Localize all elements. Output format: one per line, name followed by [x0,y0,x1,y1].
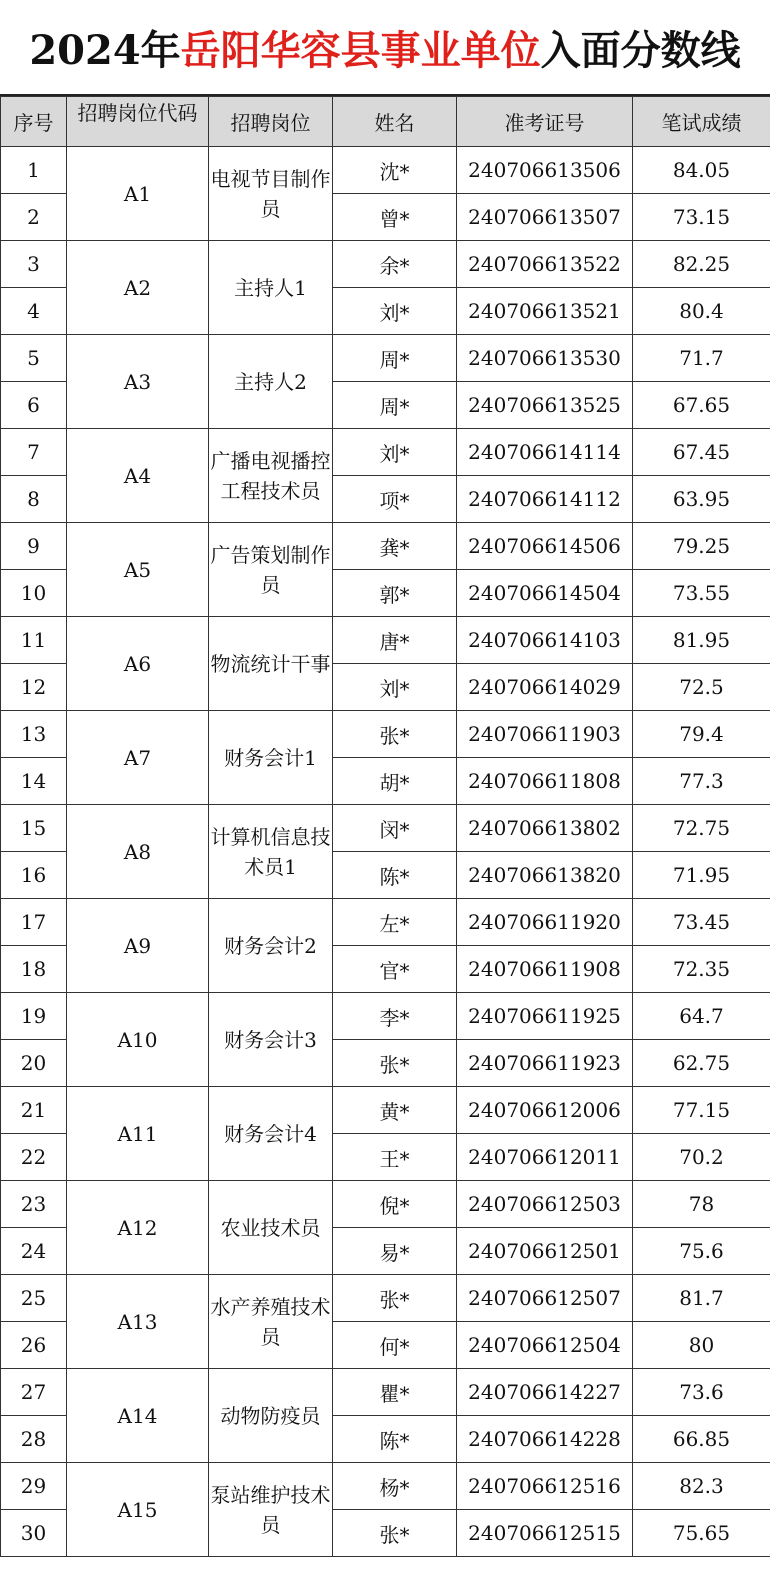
exam-number-cell: 240706612507 [457,1275,633,1322]
score-cell: 73.6 [633,1369,770,1416]
position-code-cell: A2 [67,241,209,335]
exam-number-cell: 240706613522 [457,241,633,288]
table-row [1,899,770,946]
exam-number-cell: 240706611920 [457,899,633,946]
seq-cell: 19 [1,993,67,1040]
seq-cell: 24 [1,1228,67,1275]
exam-number-cell: 240706611808 [457,758,633,805]
exam-number-cell: 240706613802 [457,805,633,852]
position-code-cell: A4 [67,429,209,523]
seq-cell: 25 [1,1275,67,1322]
position-code-cell: A9 [67,899,209,993]
position-cell: 财务会计3 [209,993,333,1087]
exam-number-cell: 240706613506 [457,147,633,194]
position-code-cell: A15 [67,1463,209,1557]
exam-number-cell: 240706611925 [457,993,633,1040]
score-cell: 81.95 [633,617,770,664]
seq-cell: 30 [1,1510,67,1557]
score-cell: 72.75 [633,805,770,852]
header-seq: 序号 [1,97,67,147]
seq-cell: 20 [1,1040,67,1087]
position-cell: 泵站维护技术员 [209,1463,333,1557]
score-cell: 84.05 [633,147,770,194]
seq-cell: 1 [1,147,67,194]
score-cell: 71.7 [633,335,770,382]
name-cell: 何* [333,1322,457,1369]
seq-cell: 13 [1,711,67,758]
name-cell: 沈* [333,147,457,194]
seq-cell: 2 [1,194,67,241]
table-row [1,147,770,194]
seq-cell: 11 [1,617,67,664]
score-cell: 73.55 [633,570,770,617]
table-body [1,147,770,1557]
score-cell: 66.85 [633,1416,770,1463]
header-position: 招聘岗位 [209,97,333,147]
name-cell: 曾* [333,194,457,241]
table-row [1,993,770,1040]
score-cell: 80.4 [633,288,770,335]
name-cell: 龚* [333,523,457,570]
position-cell: 电视节目制作员 [209,147,333,241]
score-cell: 75.6 [633,1228,770,1275]
score-cell: 72.5 [633,664,770,711]
name-cell: 刘* [333,288,457,335]
table-row [1,1369,770,1416]
name-cell: 胡* [333,758,457,805]
position-cell: 农业技术员 [209,1181,333,1275]
position-cell: 水产养殖技术员 [209,1275,333,1369]
score-cell: 79.4 [633,711,770,758]
seq-cell: 12 [1,664,67,711]
score-cell: 62.75 [633,1040,770,1087]
seq-cell: 9 [1,523,67,570]
seq-cell: 14 [1,758,67,805]
name-cell: 刘* [333,664,457,711]
score-cell: 64.7 [633,993,770,1040]
name-cell: 余* [333,241,457,288]
title-year: 2024年 [29,26,181,74]
position-code-cell: A14 [67,1369,209,1463]
position-code-cell: A8 [67,805,209,899]
position-cell: 广告策划制作员 [209,523,333,617]
name-cell: 黄* [333,1087,457,1134]
exam-number-cell: 240706611908 [457,946,633,993]
exam-number-cell: 240706613507 [457,194,633,241]
position-cell: 财务会计2 [209,899,333,993]
name-cell: 官* [333,946,457,993]
score-cell: 79.25 [633,523,770,570]
table-row [1,1087,770,1134]
name-cell: 张* [333,1275,457,1322]
exam-number-cell: 240706614227 [457,1369,633,1416]
position-cell: 广播电视播控工程技术员 [209,429,333,523]
seq-cell: 4 [1,288,67,335]
name-cell: 张* [333,1040,457,1087]
score-cell: 80 [633,1322,770,1369]
title-suffix: 入面分数线 [540,26,741,74]
name-cell: 张* [333,1510,457,1557]
header-exam-no: 准考证号 [457,97,633,147]
score-cell: 82.25 [633,241,770,288]
score-cell: 81.7 [633,1275,770,1322]
exam-number-cell: 240706613820 [457,852,633,899]
exam-number-cell: 240706611903 [457,711,633,758]
exam-number-cell: 240706612503 [457,1181,633,1228]
position-code-cell: A13 [67,1275,209,1369]
table-row [1,617,770,664]
name-cell: 倪* [333,1181,457,1228]
position-cell: 物流统计干事 [209,617,333,711]
score-cell: 73.15 [633,194,770,241]
position-code-cell: A1 [67,147,209,241]
score-cell: 67.45 [633,429,770,476]
exam-number-cell: 240706611923 [457,1040,633,1087]
seq-cell: 18 [1,946,67,993]
score-cell: 73.45 [633,899,770,946]
seq-cell: 23 [1,1181,67,1228]
position-cell: 财务会计4 [209,1087,333,1181]
header-score: 笔试成绩 [633,97,770,147]
score-cell: 63.95 [633,476,770,523]
position-code-cell: A10 [67,993,209,1087]
seq-cell: 7 [1,429,67,476]
exam-number-cell: 240706614506 [457,523,633,570]
name-cell: 周* [333,382,457,429]
seq-cell: 3 [1,241,67,288]
score-cell: 77.3 [633,758,770,805]
score-cell: 82.3 [633,1463,770,1510]
table-row [1,429,770,476]
header-code: 招聘岗位代码 [77,100,198,125]
title-bar [0,0,770,96]
name-cell: 陈* [333,1416,457,1463]
score-cell: 78 [633,1181,770,1228]
exam-number-cell: 240706612504 [457,1322,633,1369]
seq-cell: 21 [1,1087,67,1134]
exam-number-cell: 240706614228 [457,1416,633,1463]
seq-cell: 16 [1,852,67,899]
name-cell: 易* [333,1228,457,1275]
seq-cell: 26 [1,1322,67,1369]
score-cell: 70.2 [633,1134,770,1181]
exam-number-cell: 240706613525 [457,382,633,429]
table-row [1,241,770,288]
seq-cell: 15 [1,805,67,852]
name-cell: 周* [333,335,457,382]
position-code-cell: A6 [67,617,209,711]
position-code-cell: A3 [67,335,209,429]
exam-number-cell: 240706614103 [457,617,633,664]
score-table [0,96,770,1557]
position-cell: 动物防疫员 [209,1369,333,1463]
header-name: 姓名 [333,97,457,147]
seq-cell: 22 [1,1134,67,1181]
exam-number-cell: 240706614029 [457,664,633,711]
exam-number-cell: 240706613521 [457,288,633,335]
table-row [1,1181,770,1228]
seq-cell: 17 [1,899,67,946]
name-cell: 郭* [333,570,457,617]
exam-number-cell: 240706612011 [457,1134,633,1181]
seq-cell: 6 [1,382,67,429]
table-row [1,1275,770,1322]
exam-number-cell: 240706612501 [457,1228,633,1275]
seq-cell: 29 [1,1463,67,1510]
exam-number-cell: 240706614504 [457,570,633,617]
position-code-cell: A7 [67,711,209,805]
table-row [1,335,770,382]
name-cell: 闵* [333,805,457,852]
table-row [1,1463,770,1510]
score-cell: 72.35 [633,946,770,993]
exam-number-cell: 240706614112 [457,476,633,523]
position-code-cell: A11 [67,1087,209,1181]
header-row [1,97,770,147]
table-row [1,805,770,852]
name-cell: 杨* [333,1463,457,1510]
position-code-cell: A12 [67,1181,209,1275]
title-highlight: 岳阳华容县事业单位 [180,26,541,74]
name-cell: 唐* [333,617,457,664]
seq-cell: 8 [1,476,67,523]
exam-number-cell: 240706613530 [457,335,633,382]
page-title [29,19,740,76]
score-cell: 71.95 [633,852,770,899]
exam-number-cell: 240706614114 [457,429,633,476]
name-cell: 左* [333,899,457,946]
table-row [1,523,770,570]
name-cell: 瞿* [333,1369,457,1416]
seq-cell: 10 [1,570,67,617]
name-cell: 刘* [333,429,457,476]
position-code-cell: A5 [67,523,209,617]
name-cell: 陈* [333,852,457,899]
exam-number-cell: 240706612515 [457,1510,633,1557]
score-cell: 77.15 [633,1087,770,1134]
seq-cell: 5 [1,335,67,382]
name-cell: 项* [333,476,457,523]
header-code-cell [67,97,209,147]
score-cell: 75.65 [633,1510,770,1557]
exam-number-cell: 240706612006 [457,1087,633,1134]
table-row [1,711,770,758]
name-cell: 张* [333,711,457,758]
seq-cell: 28 [1,1416,67,1463]
score-cell: 67.65 [633,382,770,429]
name-cell: 李* [333,993,457,1040]
position-cell: 主持人1 [209,241,333,335]
exam-number-cell: 240706612516 [457,1463,633,1510]
name-cell: 王* [333,1134,457,1181]
seq-cell: 27 [1,1369,67,1416]
position-cell: 财务会计1 [209,711,333,805]
position-cell: 计算机信息技术员1 [209,805,333,899]
position-cell: 主持人2 [209,335,333,429]
